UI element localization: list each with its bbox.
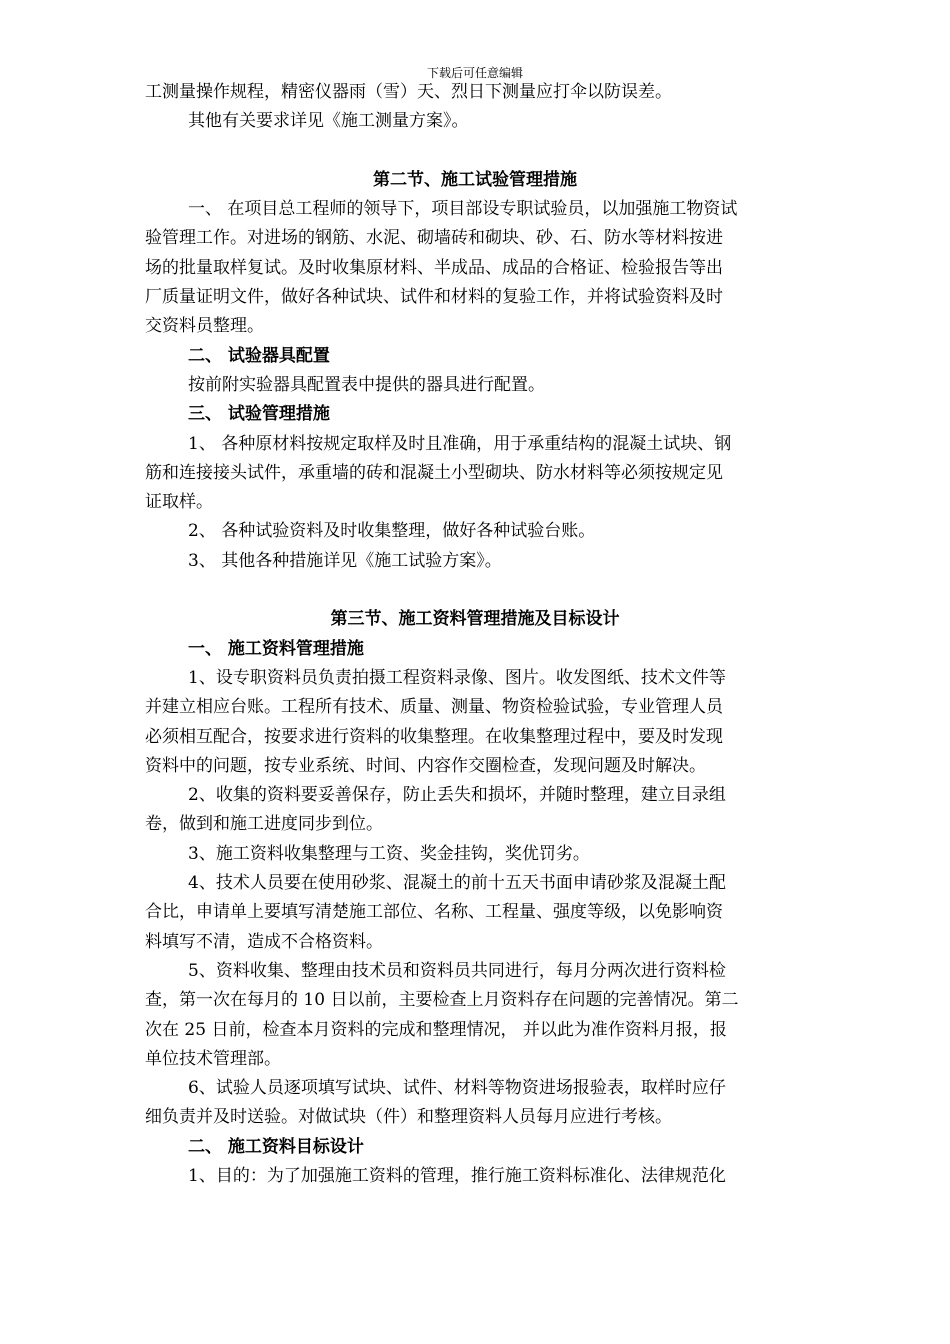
paragraph-line: 6、试验人员逐项填写试块、试件、材料等物资进场报验表，取样时应仔 [188, 1078, 726, 1099]
paragraph-line: 细负责并及时送验。对做试块（件）和整理资料人员每月应进行考核。 [145, 1107, 672, 1128]
paragraph-line: 查，第一次在每月的 10 日以前，主要检查上月资料存在问题的完善情况。第二 [145, 990, 739, 1011]
paragraph-line: 证取样。 [145, 492, 213, 513]
paragraph-line: 3、 其他各种措施详见《施工试验方案》。 [188, 550, 502, 571]
paragraph-line: 料填写不清，造成不合格资料。 [145, 931, 383, 952]
subheading: 一、 施工资料管理措施 [188, 638, 364, 659]
paragraph-line: 必须相互配合，按要求进行资料的收集整理。在收集整理过程中，要及时发现 [145, 726, 723, 747]
paragraph-line: 3、施工资料收集整理与工资、奖金挂钩，奖优罚劣。 [188, 843, 590, 864]
paragraph-line: 4、技术人员要在使用砂浆、混凝土的前十五天书面申请砂浆及混凝土配 [188, 873, 726, 894]
subheading: 三、 试验管理措施 [188, 404, 330, 425]
paragraph-line: 合比，申请单上要填写清楚施工部位、名称、工程量、强度等级，以免影响资 [145, 902, 723, 923]
paragraph-line: 交资料员整理。 [145, 316, 264, 337]
document-body [145, 78, 805, 1191]
paragraph-line: 工测量操作规程，精密仪器雨（雪）天、烈日下测量应打伞以防误差。 [145, 82, 672, 102]
paragraph-line: 厂质量证明文件，做好各种试块、试件和材料的复验工作，并将试验资料及时 [145, 287, 723, 308]
paragraph-line: 筋和连接接头试件，承重墙的砖和混凝土小型砌块、防水材料等必须按规定见 [145, 462, 723, 483]
paragraph-line: 一、 在项目总工程师的领导下，项目部设专职试验员，以加强施工物资试 [188, 199, 738, 220]
paragraph-line: 验管理工作。对进场的钢筋、水泥、砌墙砖和砌块、砂、石、防水等材料按进 [145, 228, 723, 249]
paragraph-line: 1、目的：为了加强施工资料的管理，推行施工资料标准化、法律规范化 [188, 1165, 726, 1186]
paragraph-line: 5、资料收集、整理由技术员和资料员共同进行，每月分两次进行资料检 [188, 960, 726, 981]
section-heading: 第三节、施工资料管理措施及目标设计 [330, 609, 620, 630]
section-heading: 第二节、施工试验管理措施 [373, 169, 577, 190]
paragraph-line: 次在 25 日前，检查本月资料的完成和整理情况， 并以此为准作资料月报，报 [145, 1019, 727, 1040]
blank-line [145, 137, 805, 166]
paragraph-line: 场的批量取样复试。及时收集原材料、半成品、成品的合格证、检验报告等出 [145, 257, 723, 278]
paragraph-line: 其他有关要求详见《施工测量方案》。 [188, 111, 469, 132]
paragraph-line: 1、设专职资料员负责拍摄工程资料录像、图片。收发图纸、技术文件等 [188, 667, 726, 688]
paragraph-line: 资料中的问题，按专业系统、时间、内容作交圈检查，发现问题及时解决。 [145, 755, 706, 776]
paragraph-line: 单位技术管理部。 [145, 1048, 281, 1069]
paragraph-line: 1、 各种原材料按规定取样及时且准确，用于承重结构的混凝土试块、钢 [188, 433, 732, 454]
page-header: 下载后可任意编辑 [426, 66, 523, 80]
subheading: 二、 施工资料目标设计 [188, 1136, 364, 1157]
paragraph-line: 2、收集的资料要妥善保存，防止丢失和损坏，并随时整理，建立目录组 [188, 785, 726, 806]
paragraph-line: 卷，做到和施工进度同步到位。 [145, 814, 383, 835]
blank-line [145, 576, 805, 605]
paragraph-line: 按前附实验器具配置表中提供的器具进行配置。 [188, 374, 545, 395]
paragraph-line: 2、 各种试验资料及时收集整理，做好各种试验台账。 [188, 521, 596, 542]
subheading: 二、 试验器具配置 [188, 345, 330, 366]
paragraph-line: 并建立相应台账。工程所有技术、质量、测量、物资检验试验，专业管理人员 [145, 697, 723, 718]
